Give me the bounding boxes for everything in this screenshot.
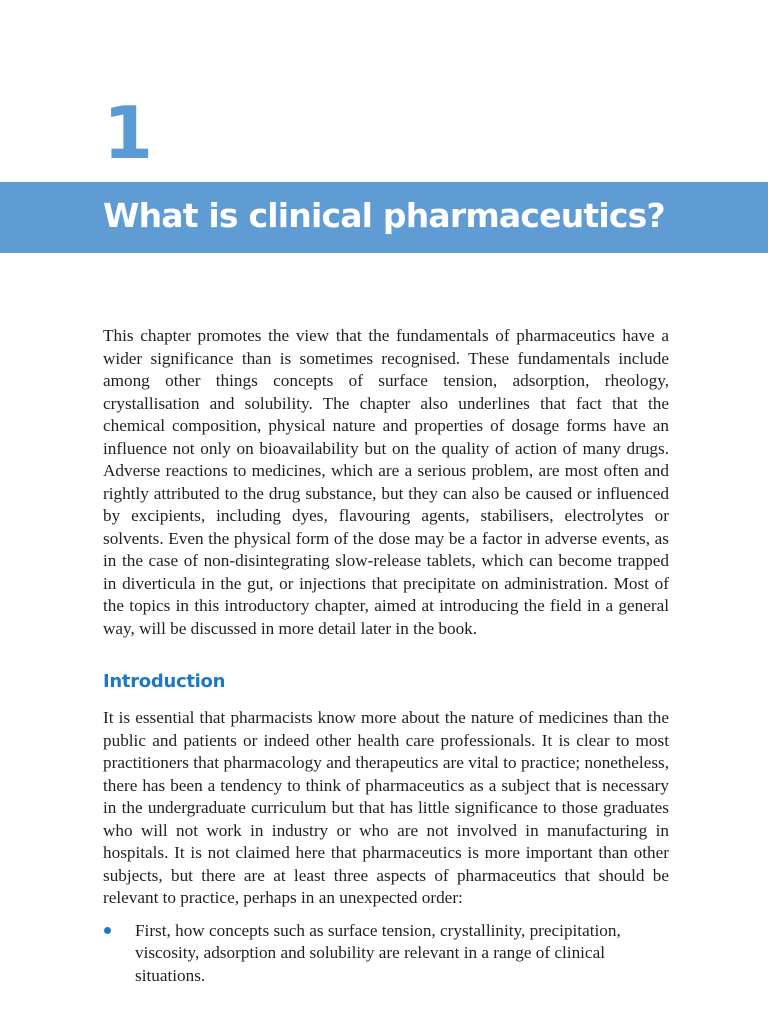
chapter-number: 1 xyxy=(103,91,152,175)
list-item-text: First, how concepts such as surface tension, crystallinity, precipitation, viscosity, adsorption and solubility are relevant in a range of clinical situations. xyxy=(135,920,621,985)
page-content xyxy=(103,325,669,987)
chapter-title: What is clinical pharmaceutics? xyxy=(103,196,665,235)
chapter-title-banner xyxy=(0,182,768,253)
aspects-list xyxy=(103,920,669,988)
list-item xyxy=(103,920,669,988)
chapter-abstract: This chapter promotes the view that the fundamentals of pharmaceutics have a wider significance than is sometimes recognised. These fundamentals include among other things concepts of surface tension, adsorption, rheology, crystallisation and solubility. The chapter also underlines that fact that the chemical composition, physical nature and properties of dosage forms have an influence not only on bioavailability but on the quality of action of many drugs. Adverse reactions to medicines, which are a serious problem, are most often and rightly attributed to the drug substance, but they can also be caused or influenced by excipients, including dyes, flavouring agents, stabilisers, electrolytes or solvents. Even the physical form of the dose may be a factor in adverse events, as in the case of non-disintegrating slow-release tablets, which can become trapped in diverticula in the gut, or injections that precipitate on administration. Most of the topics in this introductory chapter, aimed at introducing the field in a general way, will be discussed in more detail later in the book. xyxy=(103,326,669,638)
bullet-icon xyxy=(104,927,111,934)
section-heading-introduction: Introduction xyxy=(103,671,226,692)
introduction-paragraph: It is essential that pharmacists know more about the nature of medicines than the public and patients or indeed other health care professionals. It is clear to most practitioners that pharmacology and therapeutics are vital to practice; nonetheless, there has been a tendency to think of pharmaceutics as a subject that is necessary in the undergraduate curriculum but that has little significance to those graduates who will not work in industry or who are not involved in manufacturing in hospitals. It is not claimed here that pharmaceutics is more important than other subjects, but there are at least three aspects of pharmaceutics that should be relevant to practice, perhaps in an unexpected order: xyxy=(103,708,669,907)
